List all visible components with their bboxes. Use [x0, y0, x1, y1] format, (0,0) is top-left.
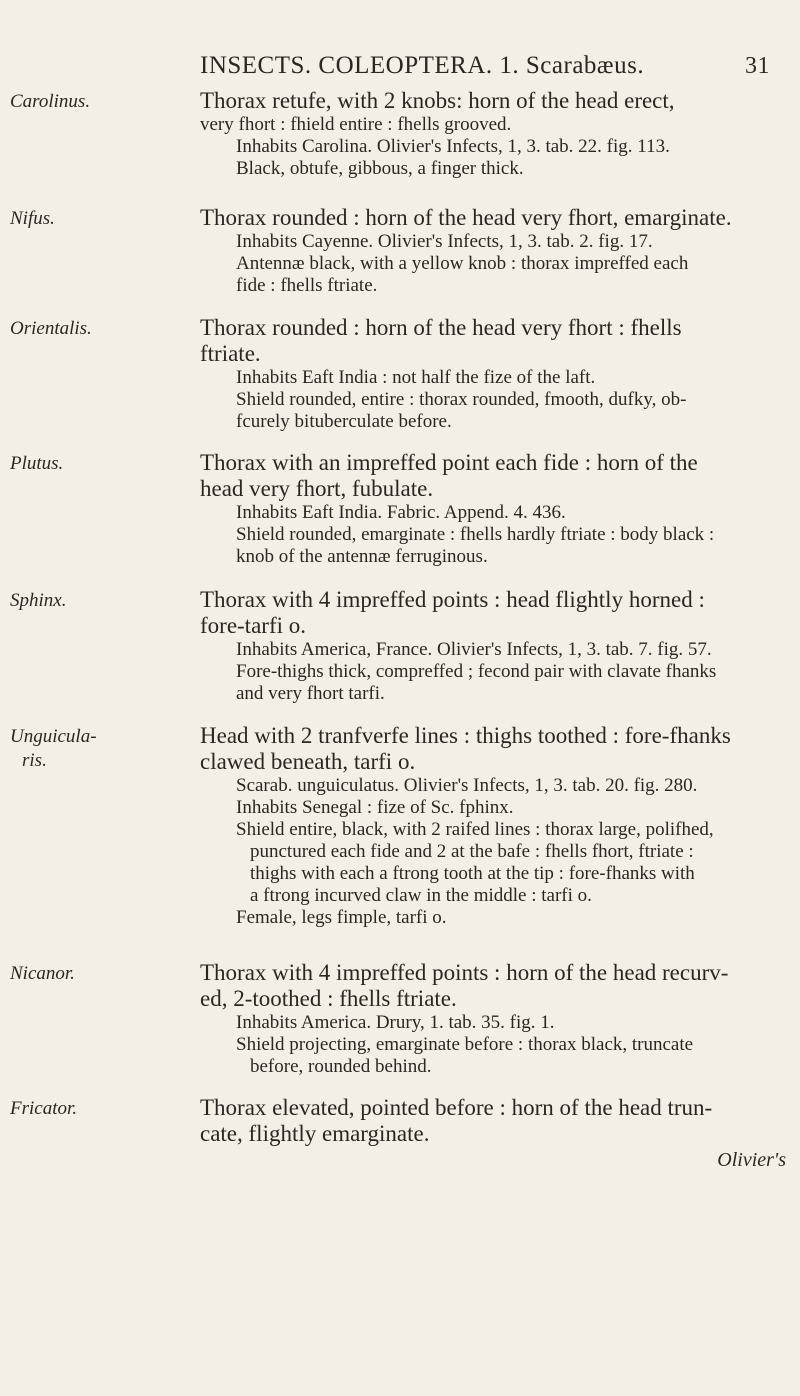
detail-line: knob of the antennæ ferruginous.: [236, 546, 488, 567]
description-line: Thorax with an impreffed point each fide : horn of the: [200, 450, 698, 475]
species-name: Nicanor.: [10, 963, 75, 984]
detail-line: fcurely bituberculate before.: [236, 411, 452, 432]
species-name: Plutus.: [10, 453, 64, 474]
detail-line: Antennæ black, with a yellow knob : thorax impreffed each: [236, 253, 689, 274]
description-line: Thorax with 4 impreffed points : horn of the head recurv-: [200, 960, 729, 985]
detail-line: Inhabits Eaft India. Fabric. Append. 4. 436.: [236, 502, 566, 523]
page-number: 31: [745, 53, 770, 79]
detail-line: Shield projecting, emarginate before : thorax black, truncate: [236, 1034, 694, 1055]
species-entry-plutus: [0, 450, 800, 568]
detail-line: and very fhort tarfi.: [236, 683, 385, 704]
detail-line: fide : fhells ftriate.: [236, 275, 378, 296]
detail-line: Inhabits America, France. Olivier's Infects, 1, 3. tab. 7. fig. 57.: [236, 639, 712, 660]
detail-line: Inhabits America. Drury, 1. tab. 35. fig. 1.: [236, 1012, 555, 1033]
detail-line: Inhabits Carolina. Olivier's Infects, 1, 3. tab. 22. fig. 113.: [236, 136, 670, 157]
detail-line: Shield rounded, entire : thorax rounded, fmooth, dufky, ob-: [236, 389, 687, 410]
description-line: Head with 2 tranfverfe lines : thighs toothed : fore-fhanks: [200, 723, 731, 748]
description-line: head very fhort, fubulate.: [200, 476, 434, 501]
species-description: [200, 88, 785, 136]
species-name: Fricator.: [10, 1098, 78, 1119]
species-name: Nifus.: [10, 208, 55, 229]
detail-line: Inhabits Cayenne. Olivier's Infects, 1, 3. tab. 2. fig. 17.: [236, 231, 653, 252]
detail-line: Female, legs fimple, tarfi o.: [236, 907, 447, 928]
detail-line: Inhabits Senegal : fize of Sc. fphinx.: [236, 797, 514, 818]
species-entry-carolinus: [0, 88, 800, 180]
description-line: cate, flightly emarginate.: [200, 1121, 430, 1146]
species-name: Unguicula-: [10, 726, 97, 747]
description-line: fore-tarfi o.: [200, 613, 306, 638]
species-description: [200, 205, 785, 231]
species-description: [200, 315, 785, 367]
species-description: [200, 960, 785, 1012]
detail-line: Fore-thighs thick, compreffed ; fecond pair with clavate fhanks: [236, 661, 717, 682]
species-entry-orientalis: [0, 315, 800, 433]
catchword: Olivier's: [717, 1149, 786, 1171]
species-entry-nicanor: [0, 960, 800, 1078]
species-description: [200, 1095, 785, 1147]
species-description: [200, 587, 785, 639]
running-header: [200, 52, 770, 80]
detail-line: Black, obtufe, gibbous, a finger thick.: [236, 158, 524, 179]
species-name-continued: ris.: [22, 750, 47, 771]
species-description: [200, 723, 785, 775]
detail-line: Shield entire, black, with 2 raifed lines : thorax large, polifhed,: [236, 819, 714, 840]
species-description: [200, 450, 785, 502]
description-line: Thorax rounded : horn of the head very fhort : fhells: [200, 315, 682, 340]
species-entry-sphinx: [0, 587, 800, 705]
detail-line: Scarab. unguiculatus. Olivier's Infects, 1, 3. tab. 20. fig. 280.: [236, 775, 698, 796]
species-entry-unguicularis: [0, 723, 800, 929]
description-line: Thorax elevated, pointed before : horn of the head trun-: [200, 1095, 713, 1120]
description-line: Thorax rounded : horn of the head very fhort, emarginate.: [200, 205, 732, 230]
detail-line: Shield rounded, emarginate : fhells hardly ftriate : body black :: [236, 524, 715, 545]
species-entry-fricator: [0, 1095, 800, 1173]
description-line: Thorax with 4 impreffed points : head flightly horned :: [200, 587, 705, 612]
detail-line: a ftrong incurved claw in the middle : tarfi o.: [250, 885, 592, 906]
species-name: Sphinx.: [10, 590, 67, 611]
detail-line: before, rounded behind.: [250, 1056, 432, 1077]
header-title: INSECTS. COLEOPTERA. 1. Scarabæus.: [200, 52, 645, 79]
species-entry-nifus: [0, 205, 800, 297]
description-line: ed, 2-toothed : fhells ftriate.: [200, 986, 457, 1011]
detail-line: Inhabits Eaft India : not half the fize of the laft.: [236, 367, 596, 388]
species-name: Orientalis.: [10, 318, 92, 339]
description-line: ftriate.: [200, 341, 261, 366]
description-line: clawed beneath, tarfi o.: [200, 749, 416, 774]
detail-line: punctured each fide and 2 at the bafe : fhells fhort, ftriate :: [250, 841, 694, 862]
description-line: very fhort : fhield entire : fhells grooved.: [200, 114, 512, 135]
description-line: Thorax retufe, with 2 knobs: horn of the head erect,: [200, 88, 675, 113]
species-name: Carolinus.: [10, 91, 91, 112]
detail-line: thighs with each a ftrong tooth at the tip : fore-fhanks with: [250, 863, 695, 884]
